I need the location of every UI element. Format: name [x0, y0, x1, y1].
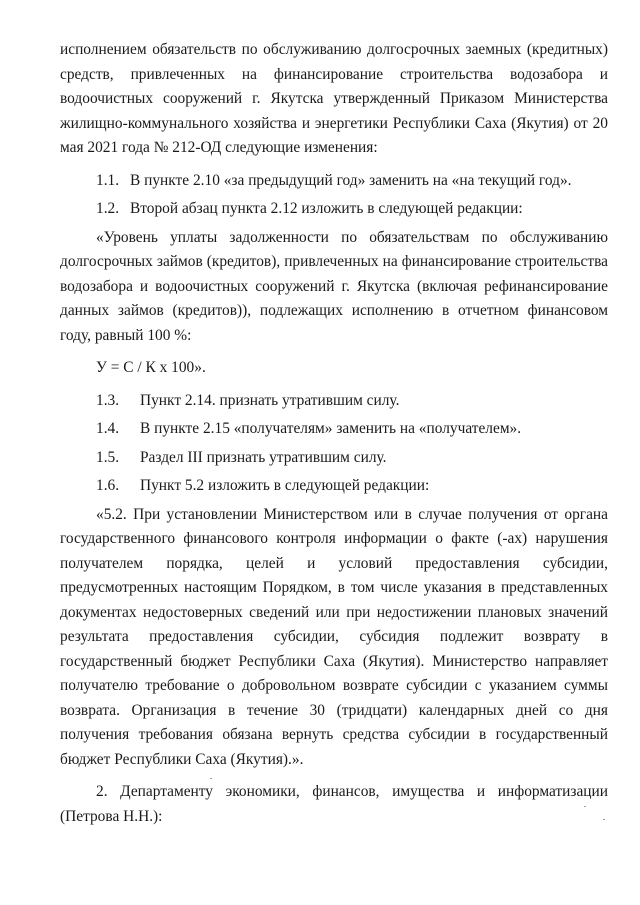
- scan-speck: [603, 819, 605, 820]
- item-text: В пункте 2.10 «за предыдущий год» заменить на «на текущий год».: [130, 171, 572, 189]
- item-text: В пункте 2.15 «получателям» заменить на «получателем».: [140, 420, 522, 437]
- list-item: [60, 169, 608, 194]
- list-item: [60, 474, 608, 499]
- item-text: Раздел III признать утратившим силу.: [140, 448, 387, 466]
- quote-paragraph-1: «Уровень уплаты задолженности по обязательствам по обслуживанию долгосрочных займов (кредитов), привлеченных на финансирование строительства водозабора и водоочистных сооружений г. Якутска (включая рефинансирование данных займов (кредитов)), подлежащих исполнению в отчетном финансовом году, равный 100 %:: [60, 228, 608, 344]
- list-item: [60, 197, 608, 222]
- list-item: [60, 389, 608, 414]
- list-item: [60, 417, 608, 442]
- quote-paragraph-2: «5.2. При установлении Министерством или в случае получения от органа государственного финансового контроля информации о факте (-ах) нарушения получателем порядка, целей и условий предоставления субсидии, предусмотренных настоящим Порядком, в том числе указания в представленных документах недостоверных сведений или при недостижении плановых значений результата предоставления субсидии, субсидия подлежит возврату в государственный бюджет Республики Саха (Якутия). Министерство направляет получателю требование о добровольном возврате субсидии с указанием суммы возврата. Организация в течение 30 (тридцати) календарных дней со дня получения требования обязана вернуть средства субсидии в государственный бюджет Республики Саха (Якутия).».: [60, 505, 608, 768]
- intro-paragraph: исполнением обязательств по обслуживанию долгосрочных заемных (кредитных) средств, привлеченных на финансирование строительства водозабора и водоочистных сооружений г. Якутска утвержденный Приказом Министерства жилищно-коммунального хозяйства и энергетики Республики Саха (Якутия) от 20 мая 2021 года № 212-ОД следующие изменения:: [60, 41, 608, 156]
- scan-speck: [584, 806, 586, 807]
- formula: У = С / К х 100».: [96, 359, 206, 376]
- item-number: 1.3.: [96, 391, 120, 409]
- item-text: Второй абзац пункта 2.12 изложить в следующей редакции:: [130, 200, 523, 217]
- point-2-paragraph: 2. Департаменту экономики, финансов, имущества и информатизации (Петрова Н.Н.):: [60, 783, 608, 825]
- item-number: 1.5.: [96, 448, 120, 466]
- document-page: [60, 38, 608, 829]
- item-text: Пункт 5.2 изложить в следующей редакции:: [140, 477, 430, 494]
- item-number: 1.6.: [96, 477, 120, 494]
- item-number: 1.1.: [96, 171, 120, 189]
- item-number: 1.4.: [96, 420, 120, 437]
- list-item: [60, 446, 608, 471]
- scan-speck: [210, 778, 212, 779]
- item-text: Пункт 2.14. признать утратившим силу.: [140, 391, 400, 409]
- item-number: 1.2.: [96, 200, 120, 217]
